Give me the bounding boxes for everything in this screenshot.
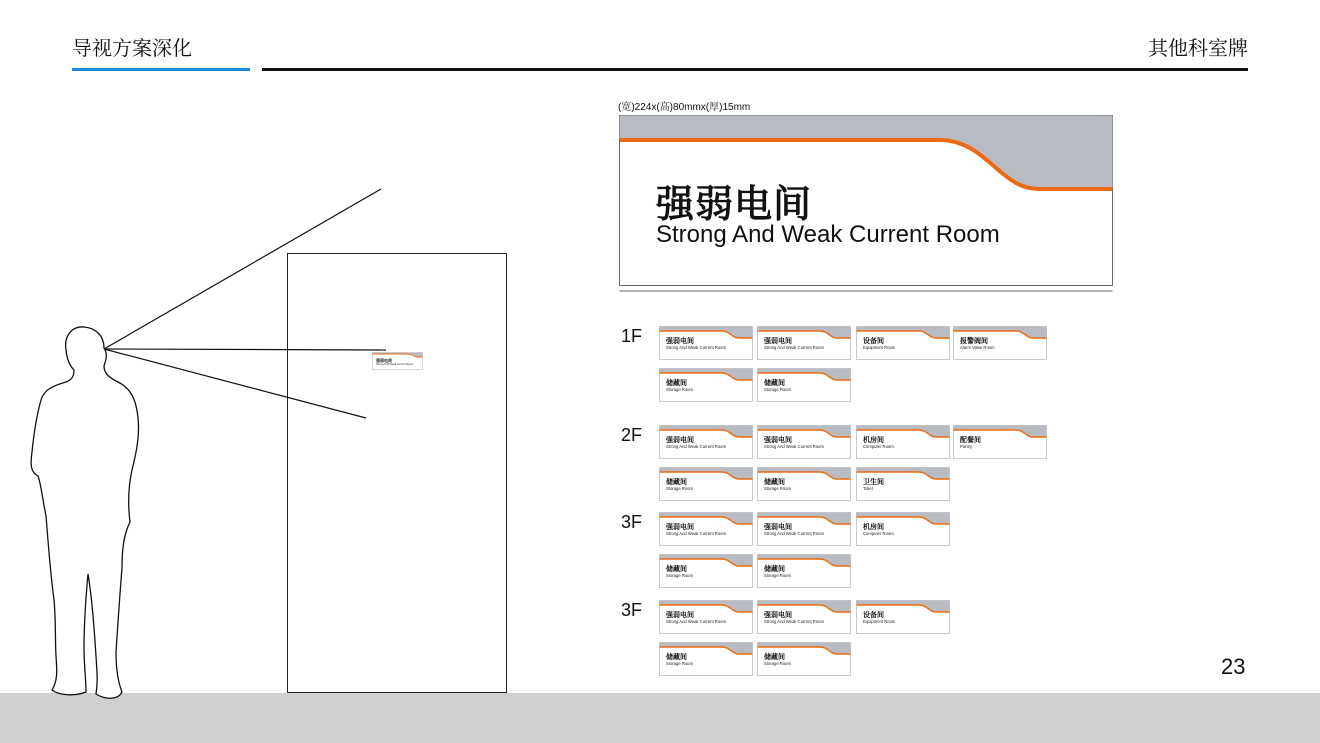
room-sign-subtitle: Strong And Weak Current Room <box>666 444 726 449</box>
room-sign <box>659 512 753 546</box>
room-sign-title: 强弱电间 <box>666 338 694 345</box>
room-sign <box>856 600 950 634</box>
room-sign-subtitle: Storage Room <box>764 573 791 578</box>
room-sign <box>659 554 753 588</box>
room-sign-subtitle: Pantry <box>960 444 973 449</box>
room-sign <box>659 326 753 360</box>
floor-label: 2F <box>621 425 643 445</box>
room-sign-title: 强弱电间 <box>666 612 694 619</box>
room-sign <box>757 600 851 634</box>
room-sign-title: 储藏间 <box>764 566 785 573</box>
room-sign-subtitle: Storage Room <box>666 486 693 491</box>
room-sign-title: 卫生间 <box>863 479 884 486</box>
room-sign-title: 储藏间 <box>764 479 785 486</box>
door-mounted-sign <box>372 352 423 370</box>
floor-label: 1F <box>621 326 643 346</box>
sign-title: 强弱电间 <box>656 184 813 226</box>
room-sign-title: 强弱电间 <box>666 437 694 444</box>
room-sign-subtitle: Strong And Weak Current Room <box>764 531 824 536</box>
door-sign-title: 强弱电间 <box>376 358 392 363</box>
room-sign-subtitle: Storage Room <box>666 387 693 392</box>
sign-detail-large <box>619 115 1113 292</box>
room-sign <box>757 425 851 459</box>
page-category-title: 其他科室牌 <box>1148 38 1248 60</box>
floor-label: 3F <box>621 600 643 620</box>
room-sign-title: 配餐间 <box>960 437 981 444</box>
room-sign-subtitle: Storage Room <box>666 573 693 578</box>
room-sign-title: 设备间 <box>863 338 884 345</box>
sign-subtitle: Strong And Weak Current Room <box>656 221 1000 248</box>
room-sign <box>856 326 950 360</box>
room-sign <box>757 512 851 546</box>
sight-lines <box>104 189 386 418</box>
page-number: 23 <box>1221 654 1246 679</box>
room-sign-title: 机房间 <box>863 437 884 444</box>
room-sign <box>659 642 753 676</box>
room-sign-title: 机房间 <box>863 524 884 531</box>
room-sign-subtitle: Computer Room <box>863 531 894 536</box>
room-sign <box>757 642 851 676</box>
room-sign <box>856 512 950 546</box>
room-sign <box>757 326 851 360</box>
room-sign-subtitle: Equipment Room <box>863 345 896 350</box>
room-sign-title: 储藏间 <box>666 380 687 387</box>
room-sign-subtitle: Storage Room <box>764 387 791 392</box>
room-sign-title: 储藏间 <box>764 380 785 387</box>
room-sign-subtitle: Storage Room <box>764 661 791 666</box>
room-sign-title: 储藏间 <box>666 654 687 661</box>
room-sign <box>659 425 753 459</box>
room-sign-title: 强弱电间 <box>764 437 792 444</box>
room-sign-subtitle: Storage Room <box>764 486 791 491</box>
room-sign-subtitle: Storage Room <box>666 661 693 666</box>
section-title: 导视方案深化 <box>72 38 192 60</box>
room-sign-subtitle: Strong And Weak Current Room <box>764 444 824 449</box>
room-sign-subtitle: Strong And Weak Current Room <box>666 531 726 536</box>
room-sign-subtitle: Strong And Weak Current Room <box>764 345 824 350</box>
room-sign-title: 设备间 <box>863 612 884 619</box>
room-sign <box>953 425 1047 459</box>
door-sign-subtitle: Strong And Weak Current Room <box>376 363 414 366</box>
room-sign-subtitle: Equipment Room <box>863 619 896 624</box>
room-sign-title: 强弱电间 <box>764 524 792 531</box>
room-sign <box>856 467 950 501</box>
room-sign-title: 强弱电间 <box>764 338 792 345</box>
room-sign <box>953 326 1047 360</box>
dimension-label: (宽)224x(高)80mmx(厚)15mm <box>618 102 751 113</box>
room-sign <box>659 467 753 501</box>
room-sign-title: 储藏间 <box>764 654 785 661</box>
person-silhouette-icon <box>31 327 138 698</box>
room-sign <box>856 425 950 459</box>
room-sign-subtitle: Alarm Valve Room <box>960 345 995 350</box>
floor-label: 3F <box>621 512 643 532</box>
room-sign-title: 储藏间 <box>666 479 687 486</box>
room-sign-subtitle: Strong And Weak Current Room <box>666 345 726 350</box>
room-sign-subtitle: Toilet <box>863 486 873 491</box>
room-sign <box>659 368 753 402</box>
room-sign-title: 强弱电间 <box>764 612 792 619</box>
room-sign-subtitle: Computer Room <box>863 444 894 449</box>
viewer-illustration <box>0 0 520 743</box>
room-sign <box>757 554 851 588</box>
room-sign <box>757 467 851 501</box>
room-sign-title: 报警阀间 <box>960 338 988 345</box>
room-sign-title: 储藏间 <box>666 566 687 573</box>
room-sign-subtitle: Strong And Weak Current Room <box>666 619 726 624</box>
room-sign-subtitle: Strong And Weak Current Room <box>764 619 824 624</box>
room-sign <box>659 600 753 634</box>
room-sign <box>757 368 851 402</box>
room-sign-title: 强弱电间 <box>666 524 694 531</box>
